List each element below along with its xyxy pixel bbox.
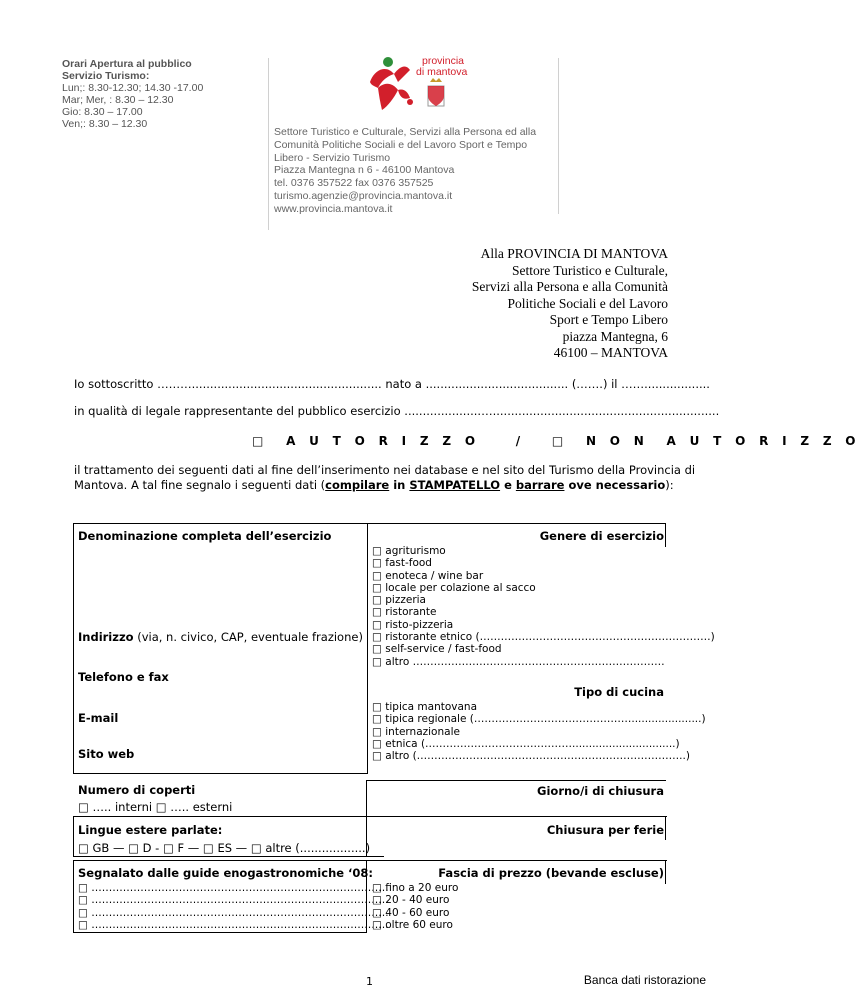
addressee-block bbox=[472, 246, 668, 362]
cuisine-altro[interactable]: □ altro (…………………………………………………………………..) bbox=[372, 750, 690, 763]
addressee-line: Settore Turistico e Culturale, bbox=[512, 262, 668, 278]
consent-e: e bbox=[500, 478, 516, 492]
languages-label: Lingue estere parlate: bbox=[78, 823, 223, 837]
right-section-left bbox=[366, 780, 367, 816]
guide-line[interactable]: □ …………………………………………………………………………. bbox=[78, 918, 389, 931]
authorize-choice[interactable]: □ A U T O R I Z Z O / □ N O N A U T O R I Z Z O bbox=[252, 434, 860, 448]
guide-right-border bbox=[665, 860, 666, 884]
option-altro[interactable]: □ altro ……………………………………………………………… bbox=[372, 655, 665, 668]
address-label bbox=[78, 630, 363, 644]
footer-label: Banca dati ristorazione bbox=[583, 973, 706, 987]
right-section-border bbox=[366, 780, 666, 781]
consent-barrare: barrare bbox=[515, 478, 565, 492]
cuisine-etnica[interactable]: □ etnica (……………………………………...............................) bbox=[372, 737, 680, 750]
addressee-line: Politiche Sociali e del Lavoro bbox=[507, 295, 668, 311]
hours-line: Mar; Mer, : 8.30 – 12.30 bbox=[62, 94, 174, 106]
addressee-line: 46100 – MANTOVA bbox=[553, 345, 668, 360]
office-line: Settore Turistico e Culturale, Servizi alla Persona ed alla bbox=[274, 126, 537, 138]
addressee-line: piazza Mantegna, 6 bbox=[562, 328, 668, 344]
languages-options[interactable]: □ GB — □ D - □ F — □ ES — □ altre (..................) bbox=[78, 841, 371, 855]
page-number: 1 bbox=[366, 975, 373, 988]
holiday-closure-heading: Chiusura per ferie bbox=[546, 823, 664, 837]
office-line: Comunità Politiche Sociali e del Lavoro Sport e Tempo bbox=[274, 138, 528, 151]
price-range-options bbox=[372, 882, 458, 931]
representative-line[interactable]: in qualità di legale rappresentante del pubblico esercizio .....................….............................................................. bbox=[74, 404, 720, 418]
logo-text bbox=[416, 55, 468, 78]
guides-lines bbox=[78, 882, 389, 931]
logo-line2: di mantova bbox=[416, 66, 468, 78]
option-ristorante-etnico[interactable]: □ ristorante etnico (…………………………………………………………) bbox=[372, 631, 715, 644]
hours-title: Orari Apertura al pubblico bbox=[62, 58, 192, 70]
consent-ove: ove necessario bbox=[564, 478, 666, 492]
option-agriturismo[interactable]: □ agriturismo bbox=[372, 545, 446, 557]
provincia-logo bbox=[364, 52, 468, 116]
denomination-label: Denominazione completa dell’esercizio bbox=[78, 529, 332, 543]
cuisine-options bbox=[372, 701, 706, 762]
office-email[interactable]: turismo.agenzie@provincia.mantova.it bbox=[274, 189, 453, 202]
cuisine-mantovana[interactable]: □ tipica mantovana bbox=[372, 701, 478, 713]
option-enoteca[interactable]: □ enoteca / wine bar bbox=[372, 569, 484, 582]
right-top-border bbox=[366, 523, 666, 524]
guide-line[interactable]: □ …………………………………………………………………………. bbox=[78, 906, 389, 919]
hours-line: Gio: 8.30 – 17.00 bbox=[62, 106, 143, 118]
cuisine-internazionale[interactable]: □ internazionale bbox=[372, 725, 460, 738]
price-range-heading: Fascia di prezzo (bevande escluse) bbox=[438, 866, 664, 880]
office-line: Libero - Servizio Turismo bbox=[274, 151, 391, 164]
guide-line[interactable]: □ …………………………………………………………………………. bbox=[78, 894, 389, 907]
business-type-heading: Genere di esercizio bbox=[539, 529, 664, 543]
price-over-60[interactable]: □ oltre 60 euro bbox=[372, 918, 453, 931]
website-label: Sito web bbox=[78, 747, 135, 761]
consent-paragraph bbox=[74, 463, 696, 493]
row-right-border bbox=[665, 816, 666, 840]
undersigned-line[interactable]: Io sottoscritto ……….................................................... nato a ....................................... (…….) il …….................. bbox=[74, 377, 710, 391]
right-corner-border bbox=[665, 523, 666, 547]
addressee-line: Alla PROVINCIA DI MANTOVA bbox=[480, 246, 668, 261]
address-label-text: Indirizzo bbox=[78, 630, 134, 644]
consent-compilare: compilare bbox=[325, 478, 390, 492]
guide-bottom-border bbox=[73, 932, 367, 933]
office-info bbox=[274, 126, 554, 216]
covers-label: Numero di coperti bbox=[78, 783, 196, 797]
cuisine-heading: Tipo di cucina bbox=[574, 685, 664, 699]
row-divider-3 bbox=[73, 860, 667, 861]
row-left-border bbox=[73, 816, 74, 856]
price-under-20[interactable]: □ fino a 20 euro bbox=[372, 882, 459, 894]
guide-left-border bbox=[73, 860, 74, 932]
option-self-service[interactable]: □ self-service / fast-food bbox=[372, 643, 502, 656]
office-website[interactable]: www.provincia.mantova.it bbox=[274, 202, 393, 215]
email-label: E-mail bbox=[78, 711, 119, 725]
covers-options[interactable]: □ ….. interni □ ….. esterni bbox=[78, 800, 233, 814]
consent-text: il trattamento dei seguenti dati al fine dell’inserimento nei database e nel sito del Turismo della Provincia di Mantova. A tal fine segnalo i seguenti dati ( bbox=[74, 463, 696, 492]
consent-stampatello: STAMPATELLO bbox=[409, 478, 501, 492]
header-divider-right bbox=[558, 58, 559, 214]
closing-day-heading: Giorno/i di chiusura bbox=[537, 784, 664, 798]
row-divider bbox=[73, 816, 667, 817]
logo-line1: provincia bbox=[422, 55, 465, 67]
guides-label: Segnalato dalle guide enogastronomiche ‘08: bbox=[78, 866, 374, 880]
option-risto-pizzeria[interactable]: □ risto-pizzeria bbox=[372, 618, 454, 631]
option-ristorante[interactable]: □ ristorante bbox=[372, 606, 437, 619]
cuisine-regionale[interactable]: □ tipica regionale (……………………………………….....................) bbox=[372, 713, 706, 726]
left-info-box bbox=[73, 523, 368, 774]
addressee-line: Sport e Tempo Libero bbox=[549, 312, 668, 327]
price-20-40[interactable]: □ 20 - 40 euro bbox=[372, 894, 450, 907]
hours-line: Ven;: 8.30 – 12.30 bbox=[62, 118, 148, 130]
consent-in: in bbox=[389, 478, 410, 492]
hours-line: Lun;: 8.30-12.30; 14.30 -17.00 bbox=[62, 82, 204, 94]
opening-hours bbox=[62, 58, 203, 130]
business-type-options bbox=[372, 545, 715, 668]
row-divider-2 bbox=[73, 856, 384, 857]
option-fast-food[interactable]: □ fast-food bbox=[372, 557, 432, 570]
phone-fax-label: Telefono e fax bbox=[78, 670, 169, 684]
office-line: tel. 0376 357522 fax 0376 357525 bbox=[274, 177, 434, 190]
option-colazione[interactable]: □ locale per colazione al sacco bbox=[372, 581, 536, 594]
address-note: (via, n. civico, CAP, eventuale frazione) bbox=[133, 630, 363, 644]
consent-end: ): bbox=[665, 478, 674, 492]
addressee-line: Servizi alla Persona e alla Comunità bbox=[471, 279, 668, 294]
option-pizzeria[interactable]: □ pizzeria bbox=[372, 594, 426, 607]
guide-line[interactable]: □ …………………………………………………………………………. bbox=[78, 882, 389, 894]
hours-subtitle: Servizio Turismo: bbox=[62, 70, 150, 82]
price-40-60[interactable]: □ 40 - 60 euro bbox=[372, 906, 450, 919]
office-line: Piazza Mantegna n 6 - 46100 Mantova bbox=[274, 164, 455, 177]
header-divider-left bbox=[268, 58, 269, 230]
